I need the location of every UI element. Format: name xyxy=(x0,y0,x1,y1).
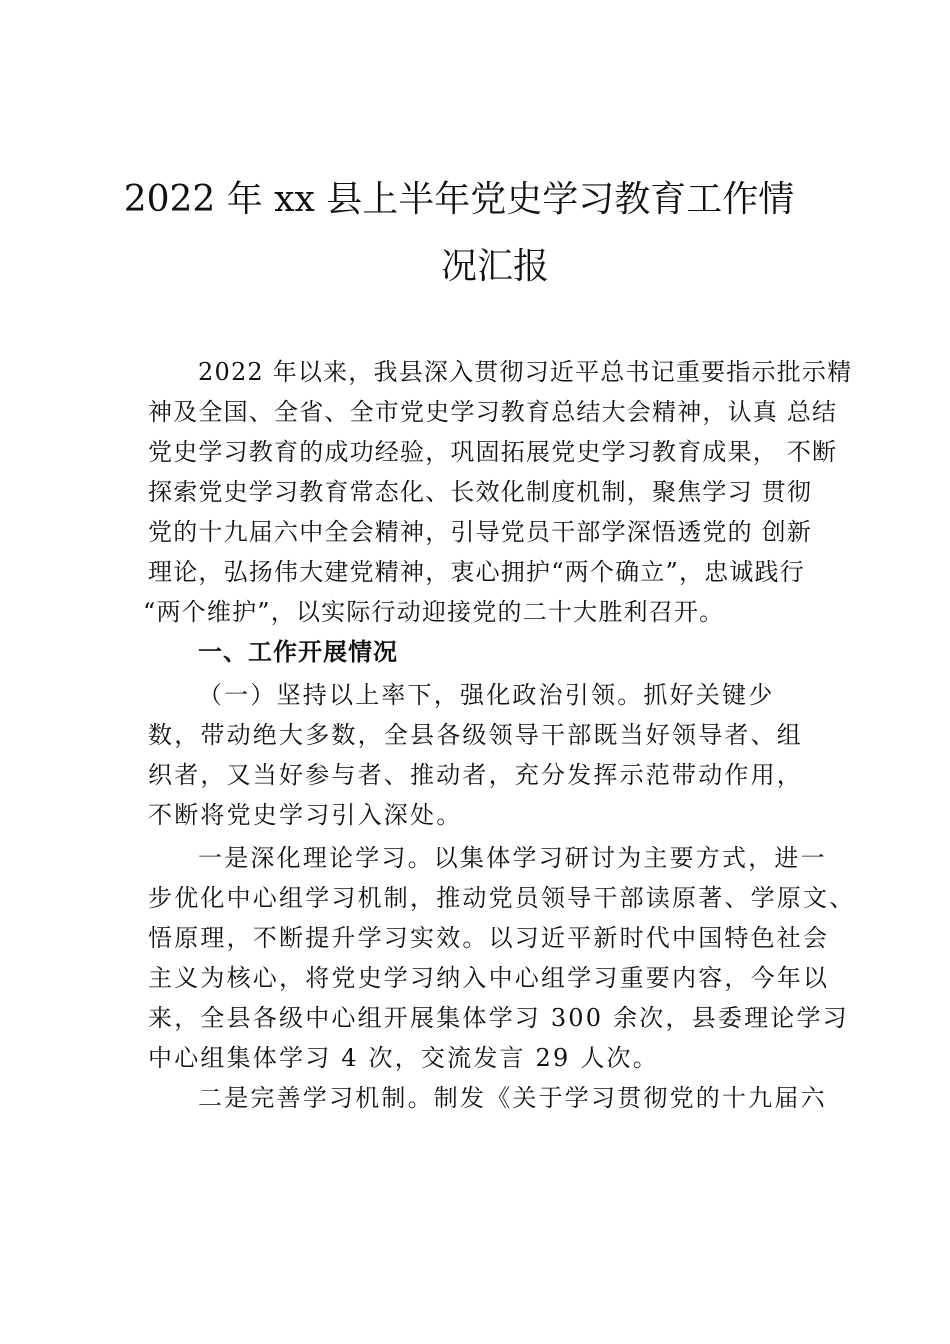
paragraph-line: 二是完善学习机制。制发《关于学习贯彻党的十九届六 xyxy=(198,1084,827,1112)
section-heading: 一、工作开展情况 xyxy=(198,638,398,666)
intro-line: “两个维护”，以实际行动迎接党的二十大胜利召开。 xyxy=(143,598,725,626)
intro-line: 探索党史学习教育常态化、长效化制度机制，聚焦学习 贯彻 xyxy=(148,478,813,506)
subsection-line: 不断将党史学习引入深处。 xyxy=(148,801,463,829)
subsection-line: （一）坚持以上率下，强化政治引领。抓好关键少 xyxy=(198,681,775,709)
intro-line: 理论，弘扬伟大建党精神，衷心拥护“两个确立”，忠诚践行 xyxy=(148,558,805,586)
intro-line: 党史学习教育的成功经验，巩固拓展党史学习教育成果， 不断 xyxy=(148,438,838,466)
document-title-line-1: 2022 年 xx 县上半年党史学习教育工作情 xyxy=(123,179,795,220)
intro-line: 神及全国、全省、全市党史学习教育总结大会精神，认真 总结 xyxy=(148,398,838,426)
paragraph-line: 一是深化理论学习。以集体学习研讨为主要方式，进一 xyxy=(198,844,827,872)
subsection-line: 数，带动绝大多数，全县各级领导干部既当好领导者、组 xyxy=(148,721,803,749)
paragraph-line: 步优化中心组学习机制，推动党员领导干部读原著、学原文、 xyxy=(148,884,856,912)
paragraph-line: 中心组集体学习 4 次，交流发言 29 人次。 xyxy=(148,1044,659,1072)
paragraph-line: 悟原理，不断提升学习实效。以习近平新时代中国特色社会 xyxy=(148,924,830,952)
intro-line: 2022 年以来，我县深入贯彻习近平总书记重要指示批示精 xyxy=(198,358,853,386)
paragraph-line: 来，全县各级中心组开展集体学习 300 余次，县委理论学习 xyxy=(148,1004,849,1032)
document-title-line-2: 况汇报 xyxy=(440,246,549,287)
paragraph-line: 主义为核心，将党史学习纳入中心组学习重要内容，今年以 xyxy=(148,964,830,992)
intro-line: 党的十九届六中全会精神，引导党员干部学深悟透党的 创新 xyxy=(148,518,813,546)
subsection-line: 织者，又当好参与者、推动者，充分发挥示范带动作用， xyxy=(148,761,803,789)
